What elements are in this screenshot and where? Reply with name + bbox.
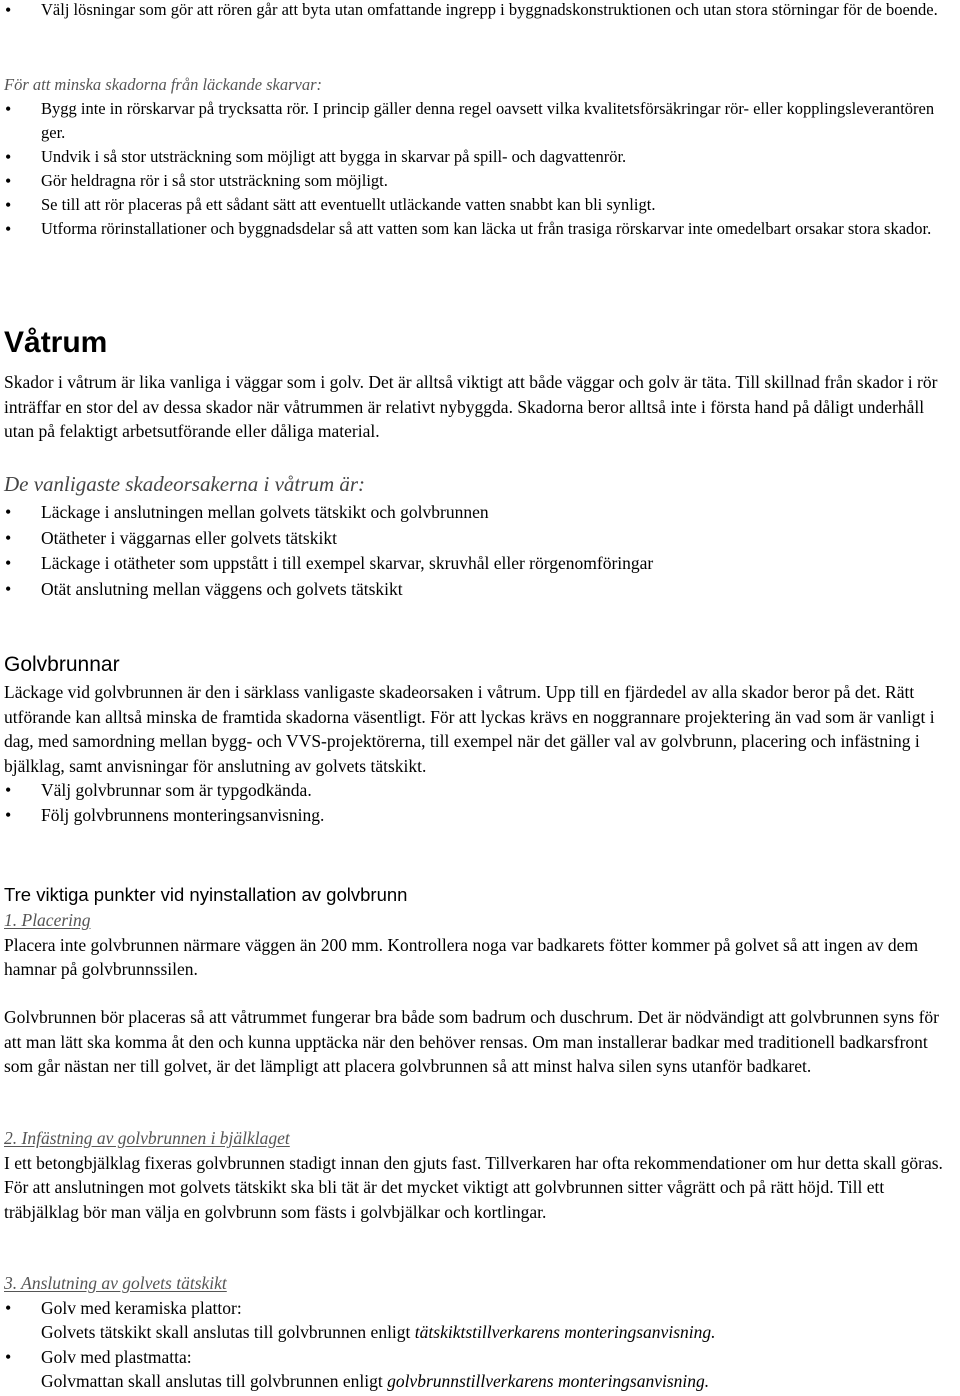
list-item: • Läckage i otätheter som uppstått i till exempel skarvar, skruvhål eller rörgenomföringar bbox=[4, 551, 956, 577]
list-item: • Se till att rör placeras på ett sådant sätt att eventuellt utläckande vatten snabbt kan bli synligt. bbox=[4, 193, 956, 217]
anslutning-section bbox=[4, 1271, 956, 1394]
placering-section: 1. Placering Placera inte golvbrunnen närmare väggen än 200 mm. Kontrollera noga var badkarets fötter kommer på golvet så att ingen av dem hamnar på golvbrunnssilen. bbox=[4, 908, 956, 982]
joints-heading: För att minska skadorna från läckande skarvar: bbox=[4, 75, 323, 94]
vatrum-paragraph: Skador i våtrum är lika vanliga i väggar som i golv. Det är alltså viktigt att både väggar och golv är täta. Till skillnad från skador i rör inträffar en stor del av dessa skador när våtrummen är relativt nybyggda. Skadorna beror alltså inte i första hand på dåligt underhåll utan på felaktigt arbetsutförande eller dåliga material. bbox=[4, 372, 938, 441]
section-heading-vatrum: Våtrum bbox=[4, 326, 108, 359]
joints-list bbox=[4, 97, 956, 241]
section-heading-golvbrunnar: Golvbrunnar bbox=[4, 653, 120, 676]
golvbrunnar-paragraph: Läckage vid golvbrunnen är den i särklass vanligaste skadeorsaken i våtrum. Upp till en fjärdedel av alla skador beror på det. Rätt utförande kan alltså minska de framtida skadorna väsentligt. För att lyckas krävs en noggrannare projektering än vad som är vanligt i dag, med samordning mellan bygg- och VVS-projektörerna, till exempel när det gäller val av golvbrunn, placering och infästning i bjälklag, samt anvisningar för anslutning av golvets tätskikt. • Välj golvbrunnar som är typgodkända. • Följ golvbrunnens monteringsanvisning. bbox=[4, 680, 956, 827]
list-item: • Golv med keramiska plattor: Golvets tätskikt skall anslutas till golvbrunnen enligt tätskiktstillverkarens monteringsanvisning. bbox=[4, 1296, 956, 1345]
subheading-anslutning: 3. Anslutning av golvets tätskikt bbox=[4, 1273, 227, 1293]
infastning-section: 2. Infästning av golvbrunnen i bjälklaget I ett betongbjälklag fixeras golvbrunnen stadigt innan den gjuts fast. Tillverkaren har ofta rekommendationer om hur detta skall göras. För att anslutningen mot golvets tätskikt ska bli tät är det mycket viktigt att golvbrunnen sitter vågrätt och på rätt höjd. Till ett träbjälklag bör man välja en golvbrunn som fästs i golvbjälkar och kortlingar. bbox=[4, 1126, 956, 1224]
subheading-placering: 1. Placering bbox=[4, 910, 91, 930]
list-item: • Otät anslutning mellan väggens och golvets tätskikt bbox=[4, 577, 956, 603]
list-item: • Golv med plastmatta: Golvmattan skall anslutas till golvbrunnen enligt golvbrunnstillverkarens monteringsanvisning. bbox=[4, 1345, 956, 1394]
causes-list bbox=[4, 500, 956, 602]
subheading-infastning: 2. Infästning av golvbrunnen i bjälklaget bbox=[4, 1128, 290, 1148]
list-item: • Välj golvbrunnar som är typgodkända. bbox=[4, 778, 956, 803]
list-item: • Otätheter i väggarnas eller golvets tätskikt bbox=[4, 526, 956, 552]
list-item: • Gör heldragna rör i så stor utsträckning som möjligt. bbox=[4, 169, 956, 193]
section-heading-tre-punkter: Tre viktiga punkter vid nyinstallation av golvbrunn bbox=[4, 884, 408, 905]
list-item: • Utforma rörinstallationer och byggnadsdelar så att vatten som kan läcka ut från trasiga rörskarvar inte omedelbart orsakar stora skador. bbox=[4, 217, 956, 241]
intro-section bbox=[4, 0, 956, 22]
list-item: • Undvik i så stor utsträckning som möjligt att bygga in skarvar på spill- och dagvattenrör. bbox=[4, 145, 956, 169]
list-item: • Läckage i anslutningen mellan golvets tätskikt och golvbrunnen bbox=[4, 500, 956, 526]
list-item: • Välj lösningar som gör att rören går att byta utan omfattande ingrepp i byggnadskonstruktionen och utan stora störningar för de boende. bbox=[4, 0, 956, 22]
causes-heading: De vanligaste skadeorsakerna i våtrum är: bbox=[4, 472, 366, 496]
list-item: • Följ golvbrunnens monteringsanvisning. bbox=[4, 803, 956, 828]
placering-paragraph: Golvbrunnen bör placeras så att våtrummet fungerar bra både som badrum och duschrum. Det är nödvändigt att golvbrunnen syns för att man lätt ska komma åt den och kunna upptäcka när den behöver rensas. Om man installerar badkar med traditionell badkarsfront som går nästan ner till golvet, är det lämpligt att placera golvbrunnen så att minst halva silen syns utanför badkaret. bbox=[4, 1007, 940, 1076]
list-item: • Bygg inte in rörskarvar på trycksatta rör. I princip gäller denna regel oavsett vilka kvalitetsförsäkringar rör- eller kopplingsleverantören ger. bbox=[4, 97, 956, 145]
